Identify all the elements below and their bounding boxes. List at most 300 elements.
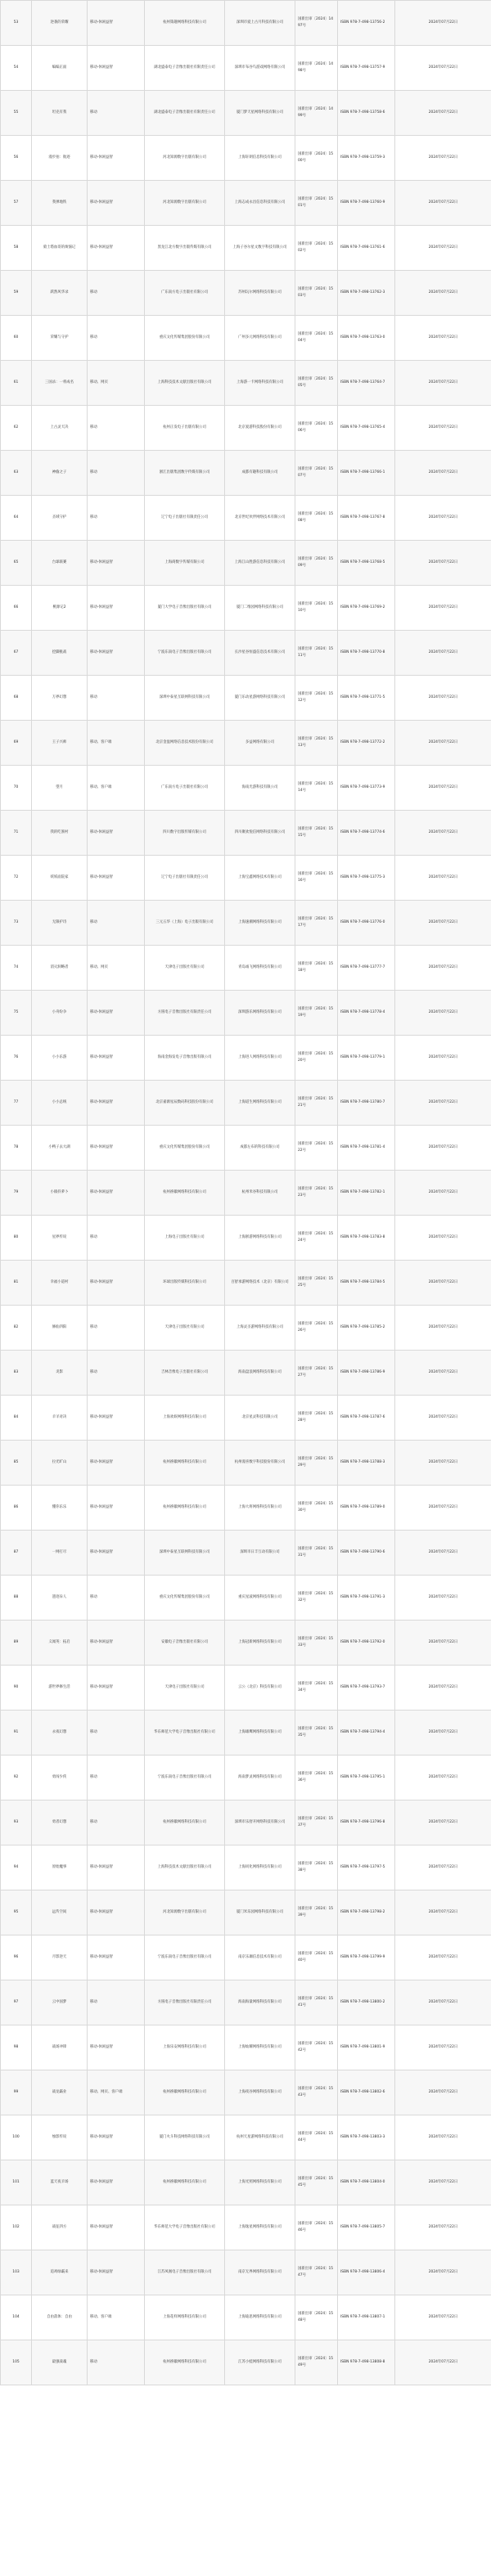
publisher-name: 广东南方电子出版社有限公司 (145, 271, 225, 316)
operator-name: 上海浙游网络科技有限公司 (225, 1216, 295, 1261)
row-index: 55 (1, 91, 32, 136)
row-index: 99 (1, 2070, 32, 2115)
approval-date: 2024年07月22日 (395, 946, 491, 991)
row-index: 80 (1, 1216, 32, 1261)
operator-name: 南京无界网络科技有限公司 (225, 2250, 295, 2295)
game-category: 移动 (88, 1306, 145, 1351)
game-name: 消灭洞略者 (32, 946, 88, 991)
game-name: 战场冲锋 (32, 2025, 88, 2070)
operator-name: 杭州米谷科技有限公司 (225, 1171, 295, 1216)
approval-date: 2024年07月22日 (395, 316, 491, 361)
game-name: 战龙霸业 (32, 2070, 88, 2115)
game-category: 移动-休闲益智 (88, 46, 145, 91)
approval-date: 2024年07月22日 (395, 91, 491, 136)
game-category: 移动-休闲益智 (88, 1261, 145, 1306)
isbn-number: ISBN 978-7-498-13768-5 (338, 541, 395, 586)
operator-name: 上海子谷尔星文数字科技有限公司 (225, 226, 295, 271)
approval-date: 2024年07月22日 (395, 406, 491, 451)
row-index: 54 (1, 46, 32, 91)
publisher-name: 广东南方电子出版社有限公司 (145, 766, 225, 811)
table-row (1, 1666, 491, 1711)
publisher-name: 上海花样网络科技有限公司 (145, 2295, 225, 2340)
approval-number: 国新出审〔2024〕1519号 (295, 991, 338, 1036)
approval-number: 国新出审〔2024〕1509号 (295, 541, 338, 586)
game-name: 小鸭子去大湖 (32, 1126, 88, 1171)
table-row (1, 226, 491, 271)
row-index: 79 (1, 1171, 32, 1216)
game-name: 原始魔事 (32, 1845, 88, 1890)
isbn-number: ISBN 978-7-498-13774-6 (338, 811, 395, 856)
game-name: 荣耀与守护 (32, 316, 88, 361)
approval-date: 2024年07月22日 (395, 1171, 491, 1216)
row-index: 92 (1, 1756, 32, 1801)
game-category: 移动、客户端 (88, 766, 145, 811)
approval-date: 2024年07月22日 (395, 226, 491, 271)
game-category: 移动-休闲益智 (88, 1, 145, 46)
isbn-number: ISBN 978-7-498-13761-6 (338, 226, 395, 271)
isbn-number: ISBN 978-7-498-13804-0 (338, 2160, 395, 2205)
row-index: 90 (1, 1666, 32, 1711)
approval-date: 2024年07月22日 (395, 1261, 491, 1306)
row-index: 81 (1, 1261, 32, 1306)
publisher-name: 华东师范大学电子音像出版社有限公司 (145, 2205, 225, 2250)
isbn-number: ISBN 978-7-498-13777-7 (338, 946, 395, 991)
table-row (1, 1531, 491, 1576)
publisher-name: 上海乐安网络科技有限公司 (145, 2025, 225, 2070)
isbn-number: ISBN 978-7-498-13807-1 (338, 2295, 395, 2340)
approval-number: 国新出审〔2024〕1528号 (295, 1396, 338, 1441)
operator-name: 厦门梦天星网络科技有限公司 (225, 91, 295, 136)
game-name: 懂你乐乐 (32, 1486, 88, 1531)
operator-name: 百舒承游网络技术（北京）有限公司 (225, 1261, 295, 1306)
publisher-name: 河北知源数字出版有限公司 (145, 1890, 225, 1935)
publisher-name: 宁波东南电子音像出版社有限公司 (145, 631, 225, 676)
approval-number: 国新出审〔2024〕1529号 (295, 1441, 338, 1486)
publisher-name: 河北知源数字出版有限公司 (145, 181, 225, 226)
operator-name: 上海灿耀网络科技有限公司 (225, 2025, 295, 2070)
approval-date: 2024年07月22日 (395, 2340, 491, 2385)
row-index: 96 (1, 1935, 32, 1980)
game-name: 台球联赛 (32, 541, 88, 586)
game-category: 移动、客户端 (88, 2295, 145, 2340)
isbn-number: ISBN 978-7-498-13762-3 (338, 271, 395, 316)
approval-number: 国新出审〔2024〕1511号 (295, 631, 338, 676)
approval-number: 国新出审〔2024〕1547号 (295, 2250, 338, 2295)
game-name: 一网打尽 (32, 1531, 88, 1576)
game-category: 移动-休闲益智 (88, 2115, 145, 2160)
publisher-name: 杭州禧徽网络科技有限公司 (145, 2070, 225, 2115)
row-index: 93 (1, 1801, 32, 1845)
row-index: 58 (1, 226, 32, 271)
publisher-name: 宁波东南电子音像出版社有限公司 (145, 1756, 225, 1801)
isbn-number: ISBN 978-7-498-13800-2 (338, 1980, 395, 2025)
isbn-number: ISBN 978-7-498-13764-7 (338, 361, 395, 406)
row-index: 70 (1, 766, 32, 811)
approval-date: 2024年07月22日 (395, 1396, 491, 1441)
row-index: 68 (1, 676, 32, 721)
approval-number: 国新出审〔2024〕1513号 (295, 721, 338, 766)
approval-date: 2024年07月22日 (395, 361, 491, 406)
approval-number: 国新出审〔2024〕1526号 (295, 1306, 338, 1351)
isbn-number: ISBN 978-7-498-13783-8 (338, 1216, 395, 1261)
game-name: 羊羊对决 (32, 1396, 88, 1441)
approval-number: 国新出审〔2024〕1532号 (295, 1576, 338, 1621)
game-category: 移动-休闲益智 (88, 136, 145, 181)
isbn-number: ISBN 978-7-498-13756-2 (338, 1, 395, 46)
publisher-name: 厦门大学电子音像出版社有限公司 (145, 586, 225, 631)
approval-number: 国新出审〔2024〕1523号 (295, 1171, 338, 1216)
table-row (1, 361, 491, 406)
approval-number: 国新出审〔2024〕1500号 (295, 136, 338, 181)
approval-number: 国新出审〔2024〕1499号 (295, 91, 338, 136)
isbn-number: ISBN 978-7-498-13801-9 (338, 2025, 395, 2070)
isbn-number: ISBN 978-7-498-13776-0 (338, 901, 395, 946)
game-name: 望月 (32, 766, 88, 811)
row-index: 71 (1, 811, 32, 856)
game-name: 圣域守护 (32, 496, 88, 541)
game-name: 逆袭的荣耀 (32, 1, 88, 46)
game-name: 幸福小道村 (32, 1261, 88, 1306)
approval-date: 2024年07月22日 (395, 1441, 491, 1486)
game-name: 漫步拍：航迹 (32, 136, 88, 181)
game-name: 永夜幻想 (32, 1711, 88, 1756)
operator-name: 云公（北京）科技有限公司 (225, 1666, 295, 1711)
game-name: 无限护诗 (32, 901, 88, 946)
operator-name: 杭州漫喜数字科技股份有限公司 (225, 1441, 295, 1486)
approval-date: 2024年07月22日 (395, 1306, 491, 1351)
game-name: 修仙四阳 (32, 1306, 88, 1351)
approval-number: 国新出审〔2024〕1520号 (295, 1036, 338, 1081)
table-row (1, 1306, 491, 1351)
game-category: 移动-休闲益智 (88, 991, 145, 1036)
row-index: 82 (1, 1306, 32, 1351)
operator-name: 上海游一卡网络科技有限公司 (225, 361, 295, 406)
game-category: 移动 (88, 451, 145, 496)
game-category: 移动、网页、客户端 (88, 2070, 145, 2115)
row-index: 67 (1, 631, 32, 676)
game-category: 移动-休闲益智 (88, 541, 145, 586)
approval-date: 2024年07月22日 (395, 1935, 491, 1980)
game-name: 拉光旷山 (32, 1441, 88, 1486)
row-index: 94 (1, 1845, 32, 1890)
row-index: 100 (1, 2115, 32, 2160)
approval-date: 2024年07月22日 (395, 631, 491, 676)
publisher-name: 杭州禧徽网络科技有限公司 (145, 1486, 225, 1531)
isbn-number: ISBN 978-7-498-13790-6 (338, 1531, 395, 1576)
operator-name: 深圳市布谷鸟游戏网络有限公司 (225, 46, 295, 91)
row-index: 63 (1, 451, 32, 496)
approval-number: 国新出审〔2024〕1510号 (295, 586, 338, 631)
publisher-name: 杭州禧徽网络科技有限公司 (145, 1801, 225, 1845)
publisher-name: 杭州禧徽网络科技有限公司 (145, 1171, 225, 1216)
game-category: 移动-休闲益智 (88, 1036, 145, 1081)
approval-number: 国新出审〔2024〕1507号 (295, 451, 338, 496)
table-row (1, 2025, 491, 2070)
table-row (1, 1486, 491, 1531)
game-name: 月影逆天 (32, 1935, 88, 1980)
operator-name: 多益网络有限公司 (225, 721, 295, 766)
table-row (1, 91, 491, 136)
isbn-number: ISBN 978-7-498-13770-8 (338, 631, 395, 676)
row-index: 86 (1, 1486, 32, 1531)
publisher-name: 上海欢娱网络科技有限公司 (145, 1396, 225, 1441)
publisher-name: 杭州策趣网络科技有限公司 (145, 1, 225, 46)
isbn-number: ISBN 978-7-498-13803-3 (338, 2115, 395, 2160)
isbn-number: ISBN 978-7-498-13785-2 (338, 1306, 395, 1351)
game-category: 移动-休闲益智 (88, 1171, 145, 1216)
game-category: 移动-休闲益智 (88, 181, 145, 226)
operator-name: 上海光照网络科技有限公司 (225, 2160, 295, 2205)
game-category: 移动-休闲益智 (88, 586, 145, 631)
isbn-number: ISBN 978-7-498-13758-6 (338, 91, 395, 136)
game-category: 移动 (88, 2340, 145, 2385)
approval-date: 2024年07月22日 (395, 1126, 491, 1171)
game-category: 移动-休闲益智 (88, 226, 145, 271)
operator-name: 北京爱游科技股份有限公司 (225, 406, 295, 451)
operator-name: 广州多元网络科技有限公司 (225, 316, 295, 361)
row-index: 101 (1, 2160, 32, 2205)
approval-number: 国新出审〔2024〕1506号 (295, 406, 338, 451)
approval-number: 国新出审〔2024〕1535号 (295, 1711, 338, 1756)
game-category: 移动-休闲益智 (88, 2160, 145, 2205)
approval-date: 2024年07月22日 (395, 1351, 491, 1396)
game-category: 移动 (88, 406, 145, 451)
approval-number: 国新出审〔2024〕1503号 (295, 271, 338, 316)
operator-name: 海南海量网络科技有限公司 (225, 1980, 295, 2025)
row-index: 83 (1, 1351, 32, 1396)
table-row (1, 1171, 491, 1216)
approval-number: 国新出审〔2024〕1531号 (295, 1531, 338, 1576)
isbn-number: ISBN 978-7-498-13766-1 (338, 451, 395, 496)
game-category: 移动、网页 (88, 946, 145, 991)
game-category: 移动-休闲益智 (88, 1621, 145, 1666)
operator-name: 深圳市爱上古月科技有限公司 (225, 1, 295, 46)
approval-number: 国新出审〔2024〕1525号 (295, 1261, 338, 1306)
game-name: 烛影传说 (32, 2115, 88, 2160)
table-row (1, 1980, 491, 2025)
game-name: 桃源记2 (32, 586, 88, 631)
game-category: 移动 (88, 1980, 145, 2025)
isbn-number: ISBN 978-7-498-13808-8 (338, 2340, 395, 2385)
approval-date: 2024年07月22日 (395, 1756, 491, 1801)
isbn-number: ISBN 978-7-498-13797-5 (338, 1845, 395, 1890)
game-category: 移动-休闲益智 (88, 1935, 145, 1980)
approval-number: 国新出审〔2024〕1514号 (295, 766, 338, 811)
table-row (1, 856, 491, 901)
approval-date: 2024年07月22日 (395, 496, 491, 541)
game-category: 移动-休闲益智 (88, 2205, 145, 2250)
table-row (1, 946, 491, 991)
approval-number: 国新出审〔2024〕1527号 (295, 1351, 338, 1396)
publisher-name: 安徽电子音像出版社有限公司 (145, 1621, 225, 1666)
game-category: 移动-休闲益智 (88, 1531, 145, 1576)
approval-number: 国新出审〔2024〕1542号 (295, 2025, 338, 2070)
operator-name: 上海道生网络科技有限公司 (225, 1081, 295, 1126)
game-name: 王子兴师 (32, 721, 88, 766)
operator-name: 上海大将网络科技有限公司 (225, 1486, 295, 1531)
game-name: 小小总统 (32, 1081, 88, 1126)
game-category: 移动-休闲益智 (88, 1081, 145, 1126)
row-index: 88 (1, 1576, 32, 1621)
approval-date: 2024年07月22日 (395, 856, 491, 901)
isbn-number: ISBN 978-7-498-13788-3 (338, 1441, 395, 1486)
publisher-name: 河北知源数字出版有限公司 (145, 136, 225, 181)
publisher-name: 江苏凤凰电子音像出版社有限公司 (145, 2250, 225, 2295)
approval-date: 2024年07月22日 (395, 136, 491, 181)
operator-name: 上海进人网络科技有限公司 (225, 1036, 295, 1081)
game-category: 移动-休闲益智 (88, 1396, 145, 1441)
publisher-name: 宁波东南电子音像出版社有限公司 (145, 1935, 225, 1980)
game-name: 小镇抖萝卜 (32, 1171, 88, 1216)
approval-number: 国新出审〔2024〕1497号 (295, 1, 338, 46)
approval-number: 国新出审〔2024〕1517号 (295, 901, 338, 946)
isbn-number: ISBN 978-7-498-13795-1 (338, 1756, 395, 1801)
game-category: 移动-休闲益智 (88, 1845, 145, 1890)
isbn-number: ISBN 978-7-498-13763-0 (338, 316, 395, 361)
table-row (1, 721, 491, 766)
game-name: 妖妖面院家 (32, 856, 88, 901)
row-index: 103 (1, 2250, 32, 2295)
game-name: 游世界修生活 (32, 1666, 88, 1711)
game-category: 移动、网页 (88, 361, 145, 406)
isbn-number: ISBN 978-7-498-13765-4 (338, 406, 395, 451)
operator-name: 青岛诚飞网络科技有限公司 (225, 946, 295, 991)
approval-date: 2024年07月22日 (395, 271, 491, 316)
game-category: 移动 (88, 1351, 145, 1396)
operator-name: 苏州玩尔网络科技有限公司 (225, 271, 295, 316)
table-row (1, 2250, 491, 2295)
row-index: 74 (1, 946, 32, 991)
approval-date: 2024年07月22日 (395, 586, 491, 631)
row-index: 87 (1, 1531, 32, 1576)
row-index: 59 (1, 271, 32, 316)
isbn-number: ISBN 978-7-498-13802-6 (338, 2070, 395, 2115)
row-index: 62 (1, 406, 32, 451)
approval-date: 2024年07月22日 (395, 1576, 491, 1621)
table-row (1, 2115, 491, 2160)
table-body (1, 1, 491, 2385)
publisher-name: 杭州禧徽网络科技有限公司 (145, 2340, 225, 2385)
publisher-name: 浙江出版集团数字传媒有限公司 (145, 451, 225, 496)
approval-number: 国新出审〔2024〕1501号 (295, 181, 338, 226)
isbn-number: ISBN 978-7-498-13799-9 (338, 1935, 395, 1980)
approval-number: 国新出审〔2024〕1545号 (295, 2160, 338, 2205)
table-row (1, 1711, 491, 1756)
game-name: 三国杀：一将成名 (32, 361, 88, 406)
approval-date: 2024年07月22日 (395, 1890, 491, 1935)
operator-name: 上海速潮网络科技有限公司 (225, 901, 295, 946)
table-row (1, 1261, 491, 1306)
publisher-name: 海南金海发电子音像出版有限公司 (145, 1036, 225, 1081)
table-row (1, 1935, 491, 1980)
table-row (1, 1890, 491, 1935)
game-category: 移动、客户端 (88, 721, 145, 766)
operator-name: 北京星灵科技有限公司 (225, 1396, 295, 1441)
publisher-name: 天津电子出版社有限公司 (145, 1306, 225, 1351)
game-name: 挖脚挑战 (32, 631, 88, 676)
game-category: 移动-休闲益智 (88, 2250, 145, 2295)
game-name: 遗迹异人 (32, 1576, 88, 1621)
operator-name: 深圳市乐舒开网络科技有限公司 (225, 1801, 295, 1845)
approval-number: 国新出审〔2024〕1502号 (295, 226, 338, 271)
game-name: 云中国梦 (32, 1980, 88, 2025)
isbn-number: ISBN 978-7-498-13806-4 (338, 2250, 395, 2295)
approval-date: 2024年07月22日 (395, 1711, 491, 1756)
approval-date: 2024年07月22日 (395, 451, 491, 496)
operator-name: 海南光游科技有限公司 (225, 766, 295, 811)
row-index: 102 (1, 2205, 32, 2250)
approval-date: 2024年07月22日 (395, 1621, 491, 1666)
table-row (1, 496, 491, 541)
publisher-name: 四川数字出版传媒有限公司 (145, 811, 225, 856)
game-name: 最强战魂 (32, 2340, 88, 2385)
approval-number: 国新出审〔2024〕1548号 (295, 2295, 338, 2340)
row-index: 66 (1, 586, 32, 631)
table-row (1, 271, 491, 316)
isbn-number: ISBN 978-7-498-13772-2 (338, 721, 395, 766)
table-row (1, 1216, 491, 1261)
publisher-name: 杭州禧徽网络科技有限公司 (145, 1441, 225, 1486)
publisher-name: 方圆电子音像出版社有限责任公司 (145, 991, 225, 1036)
approval-number: 国新出审〔2024〕1543号 (295, 2070, 338, 2115)
game-category: 移动-休闲益智 (88, 1890, 145, 1935)
game-category: 移动-休闲益智 (88, 1486, 145, 1531)
isbn-number: ISBN 978-7-498-13794-4 (338, 1711, 395, 1756)
row-index: 91 (1, 1711, 32, 1756)
isbn-number: ISBN 978-7-498-13792-0 (338, 1621, 395, 1666)
isbn-number: ISBN 978-7-498-13780-7 (338, 1081, 395, 1126)
operator-name: 杭州天星游网络科技有限公司 (225, 2115, 295, 2160)
isbn-number: ISBN 978-7-498-13767-8 (338, 496, 395, 541)
isbn-number: ISBN 978-7-498-13757-9 (338, 46, 395, 91)
operator-name: 上海轩朗信息科技有限公司 (225, 136, 295, 181)
table-row (1, 1, 491, 46)
approval-date: 2024年07月22日 (395, 676, 491, 721)
operator-name: 上海江山胜游信息科技有限公司 (225, 541, 295, 586)
operator-name: 成都左布的科技有限公司 (225, 1126, 295, 1171)
approval-date: 2024年07月22日 (395, 991, 491, 1036)
approval-number: 国新出审〔2024〕1512号 (295, 676, 338, 721)
approval-date: 2024年07月22日 (395, 1486, 491, 1531)
publisher-name: 上海科技技术文献出版社有限公司 (145, 361, 225, 406)
approval-date: 2024年07月22日 (395, 721, 491, 766)
table-row (1, 1756, 491, 1801)
game-category: 移动 (88, 496, 145, 541)
publisher-name: 上海科技技术文献出版社有限公司 (145, 1845, 225, 1890)
game-name: 远传空间 (32, 1890, 88, 1935)
row-index: 89 (1, 1621, 32, 1666)
publisher-name: 黑龙江北方数字出版传媒有限公司 (145, 226, 225, 271)
approval-number: 国新出审〔2024〕1515号 (295, 811, 338, 856)
game-category: 移动 (88, 271, 145, 316)
publisher-name: 天津电子出版社有限公司 (145, 1666, 225, 1711)
isbn-number: ISBN 978-7-498-13786-9 (338, 1351, 395, 1396)
row-index: 105 (1, 2340, 32, 2385)
approval-date: 2024年07月22日 (395, 2250, 491, 2295)
approval-number: 国新出审〔2024〕1524号 (295, 1216, 338, 1261)
approval-date: 2024年07月22日 (395, 2070, 491, 2115)
game-name: 我的吃蜜村 (32, 811, 88, 856)
operator-name: 长沙星谷恒盛信息技术有限公司 (225, 631, 295, 676)
game-category: 移动-休闲益智 (88, 2025, 145, 2070)
publisher-name: 方圆电子音像出版社有限责任公司 (145, 1980, 225, 2025)
operator-name: 南京乐珈信息技术有限公司 (225, 1935, 295, 1980)
isbn-number: ISBN 978-7-498-13781-4 (338, 1126, 395, 1171)
operator-name: 深圳游乐网络科技有限公司 (225, 991, 295, 1036)
isbn-number: ISBN 978-7-498-13805-7 (338, 2205, 395, 2250)
approval-number: 国新出审〔2024〕1533号 (295, 1621, 338, 1666)
table-row (1, 2160, 491, 2205)
